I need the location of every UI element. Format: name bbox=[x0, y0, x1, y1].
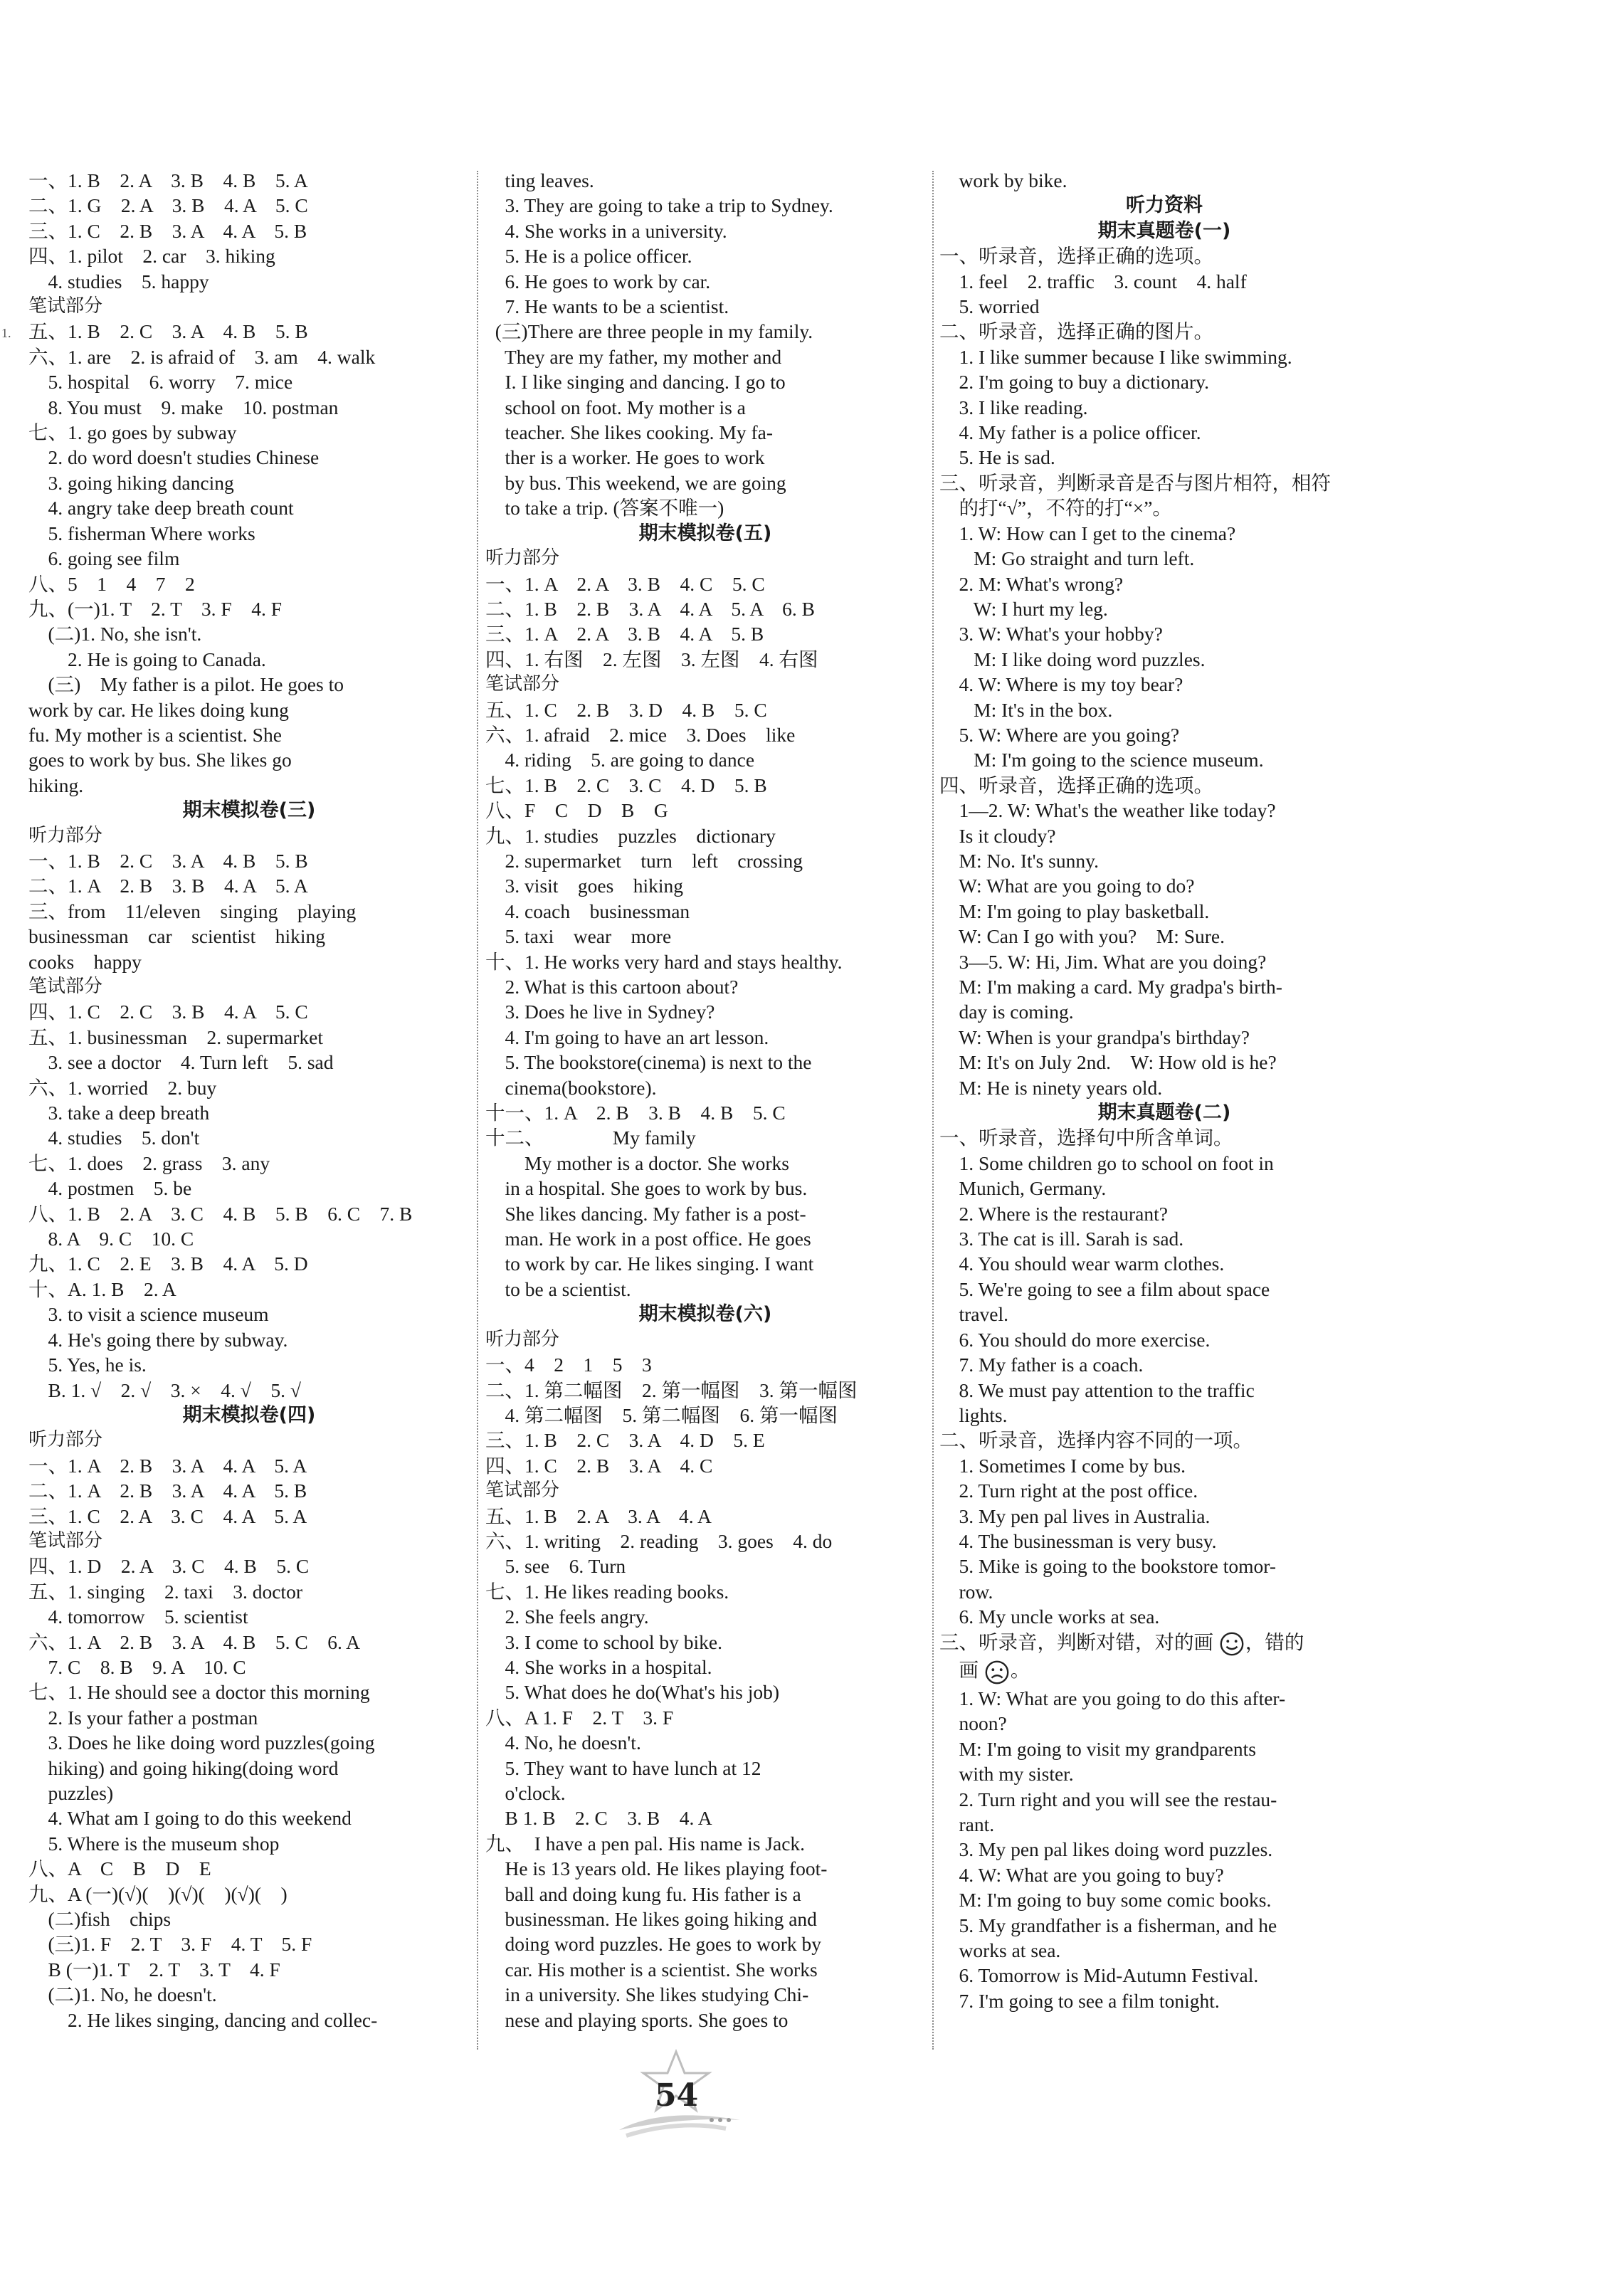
answer-line: 2. do word doesn't studies Chinese bbox=[28, 446, 320, 469]
answer-line: 3. My pen pal lives in Australia. bbox=[939, 1504, 1211, 1527]
answer-line: (三)1. F 2. T 3. F 4. T 5. F bbox=[28, 1933, 312, 1956]
answer-line: W: What are you going to do? bbox=[939, 875, 1195, 897]
answer-line: 4. tomorrow 5. scientist bbox=[28, 1606, 248, 1628]
answer-line: 4. postmen 5. be bbox=[28, 1177, 192, 1200]
answer-line: 5. He is sad. bbox=[939, 446, 1055, 469]
answer-line: 7. He wants to be a scientist. bbox=[485, 295, 729, 318]
answer-line: M: I'm going to the science museum. bbox=[939, 749, 1264, 771]
answer-line: 6. Tomorrow is Mid-Autumn Festival. bbox=[939, 1964, 1259, 1987]
answer-line: 3—5. W: Hi, Jim. What are you doing? bbox=[939, 950, 1267, 973]
answer-line: day is coming. bbox=[939, 1001, 1074, 1023]
answer-line: W: I hurt my leg. bbox=[939, 597, 1108, 620]
answer-line: 六、1. worried 2. buy bbox=[28, 1076, 217, 1099]
answer-line: 4. 第二幅图 5. 第二幅图 6. 第一幅图 bbox=[485, 1403, 838, 1426]
answer-line: 3. They are going to take a trip to Sydney. bbox=[485, 194, 833, 217]
answer-line: 六、1. are 2. is afraid of 3. am 4. walk bbox=[28, 345, 376, 368]
answer-line: 1. W: How can I get to the cinema? bbox=[939, 522, 1236, 544]
answer-line: 五、1. C 2. B 3. D 4. B 5. C bbox=[485, 698, 767, 721]
answer-line: 8. We must pay attention to the traffic bbox=[939, 1378, 1255, 1401]
answer-line: 4. You should wear warm clothes. bbox=[939, 1253, 1225, 1275]
answer-line: M: I like doing word puzzles. bbox=[939, 648, 1206, 670]
answer-line: 4. angry take deep breath count bbox=[28, 497, 294, 520]
column-divider-right bbox=[932, 171, 934, 2050]
answer-line: 3. take a deep breath bbox=[28, 1102, 210, 1124]
answer-line: 四、听录音，选择正确的选项。 bbox=[939, 774, 1213, 796]
answer-line: 八、A 1. F 2. T 3. F bbox=[485, 1706, 674, 1729]
answer-line: 七、1. He likes reading books. bbox=[485, 1580, 729, 1603]
smile-face-icon bbox=[1218, 1630, 1245, 1657]
answer-line: 6. going see film bbox=[28, 547, 180, 570]
answer-line: ther is a worker. He goes to work bbox=[485, 446, 765, 469]
answer-line: 八、F C D B G bbox=[485, 799, 668, 822]
answer-line: car. His mother is a scientist. She works bbox=[485, 1958, 818, 1981]
answer-line: 5. They want to have lunch at 12 bbox=[485, 1756, 761, 1779]
answer-line: 三、听录音，判断对错，对的画 ，错的 bbox=[939, 1630, 1389, 1658]
answer-line: rant. bbox=[939, 1813, 995, 1835]
answer-line: 2. What is this cartoon about? bbox=[485, 976, 739, 998]
answer-line: 三、1. C 2. A 3. C 4. A 5. A bbox=[28, 1504, 307, 1527]
answer-line: 九、1. C 2. E 3. B 4. A 5. D bbox=[28, 1253, 308, 1275]
answer-line: 五、1. B 2. C 3. A 4. B 5. B bbox=[28, 320, 308, 343]
answer-line: 3. Does he like doing word puzzles(going bbox=[28, 1731, 375, 1754]
answer-line: ting leaves. bbox=[485, 169, 594, 191]
answer-line: cooks happy bbox=[28, 950, 142, 973]
answer-line: 七、1. He should see a doctor this morning bbox=[28, 1681, 370, 1704]
answer-line: 一、1. B 2. A 3. B 4. B 5. A bbox=[28, 169, 308, 191]
answer-line: 3. My pen pal likes doing word puzzles. bbox=[939, 1838, 1273, 1861]
answer-line: 一、听录音，选择句中所含单词。 bbox=[939, 1127, 1233, 1149]
answer-line: ball and doing kung fu. His father is a bbox=[485, 1882, 801, 1905]
answer-line: nese and playing sports. She goes to bbox=[485, 2008, 789, 2031]
answer-line: 4. No, he doesn't. bbox=[485, 1731, 641, 1754]
answer-line: M: I'm making a card. My gradpa's birth- bbox=[939, 976, 1282, 998]
answer-line: 2. I'm going to buy a dictionary. bbox=[939, 371, 1209, 394]
section-subtitle: 听力部分 bbox=[485, 547, 560, 569]
answer-line: 2. Turn right at the post office. bbox=[939, 1480, 1198, 1502]
answer-line: M: No. It's sunny. bbox=[939, 849, 1099, 872]
answer-line: (三) My father is a pilot. He goes to bbox=[28, 673, 344, 696]
answer-line: My mother is a doctor. She works bbox=[485, 1151, 789, 1174]
answer-line: 九、1. studies puzzles dictionary bbox=[485, 824, 776, 847]
answer-line: to take a trip. (答案不唯一) bbox=[485, 497, 724, 520]
answer-line: 3. W: What's your hobby? bbox=[939, 623, 1163, 645]
answer-column-3 bbox=[939, 168, 1389, 2013]
answer-line: M: I'm going to visit my grandparents bbox=[939, 1737, 1256, 1760]
answer-line: 4. studies 5. happy bbox=[28, 270, 209, 292]
answer-column-2 bbox=[485, 168, 925, 2032]
answer-line: noon? bbox=[939, 1712, 1007, 1735]
answer-line: M: It's in the box. bbox=[939, 698, 1113, 721]
answer-line: 3. to visit a science museum bbox=[28, 1303, 269, 1326]
answer-line: She likes dancing. My father is a post- bbox=[485, 1202, 806, 1225]
answer-line: 2. Is your father a postman bbox=[28, 1706, 258, 1729]
answer-line: 二、1. 第二幅图 2. 第一幅图 3. 第一幅图 bbox=[485, 1378, 858, 1401]
answer-line: 六、1. A 2. B 3. A 4. B 5. C 6. A bbox=[28, 1630, 361, 1653]
answer-line: 二、1. G 2. A 3. B 4. A 5. C bbox=[28, 194, 308, 217]
section-title: 期末模拟卷(六) bbox=[638, 1303, 772, 1326]
answer-line: 2. He likes singing, dancing and collec- bbox=[28, 2008, 378, 2031]
answer-line: 4. He's going there by subway. bbox=[28, 1328, 288, 1351]
section-subtitle: 听力部分 bbox=[28, 824, 103, 846]
answer-line: He is 13 years old. He likes playing foot- bbox=[485, 1857, 828, 1880]
answer-line: 5. Mike is going to the bookstore tomor- bbox=[939, 1555, 1277, 1578]
answer-line: 2. Where is the restaurant? bbox=[939, 1202, 1168, 1225]
answer-line: works at sea. bbox=[939, 1939, 1061, 1961]
answer-line: 4. W: Where is my toy bear? bbox=[939, 673, 1183, 696]
answer-line: 的打“√”，不符的打“×”。 bbox=[939, 497, 1172, 520]
answer-line: work by car. He likes doing kung bbox=[28, 698, 289, 721]
answer-line: 九、 I have a pen pal. His name is Jack. bbox=[485, 1832, 806, 1855]
answer-line: 九、A (一)(√)( )(√)( )(√)( ) bbox=[28, 1882, 288, 1905]
answer-line: 6. You should do more exercise. bbox=[939, 1328, 1211, 1351]
answer-line: businessman. He likes going hiking and bbox=[485, 1908, 817, 1931]
answer-line: 5. see 6. Turn bbox=[485, 1555, 626, 1578]
answer-line: 八、5 1 4 7 2 bbox=[28, 572, 195, 595]
answer-line: 1. I like summer because I like swimming. bbox=[939, 345, 1292, 368]
answer-line: W: When is your grandpa's birthday? bbox=[939, 1025, 1250, 1048]
answer-line: 十、1. He works very hard and stays healthy. bbox=[485, 950, 843, 973]
answer-line: 4. What am I going to do this weekend bbox=[28, 1807, 352, 1830]
answer-line: 4. The businessman is very busy. bbox=[939, 1529, 1217, 1552]
answer-line: o'clock. bbox=[485, 1782, 566, 1804]
answer-line: 3. The cat is ill. Sarah is sad. bbox=[939, 1228, 1184, 1250]
answer-line: 5. He is a police officer. bbox=[485, 245, 692, 268]
answer-line: with my sister. bbox=[939, 1763, 1074, 1786]
answer-line: 2. He is going to Canada. bbox=[28, 648, 266, 670]
answer-line: 四、1. D 2. A 3. C 4. B 5. C bbox=[28, 1555, 310, 1578]
answer-line: 一、1. A 2. A 3. B 4. C 5. C bbox=[485, 572, 765, 595]
answer-line: 十一、1. A 2. B 3. B 4. B 5. C bbox=[485, 1102, 786, 1124]
answer-line: goes to work by bus. She likes go bbox=[28, 749, 292, 771]
answer-line: 二、1. B 2. B 3. A 4. A 5. A 6. B bbox=[485, 597, 816, 620]
answer-line: 6. He goes to work by car. bbox=[485, 270, 711, 292]
answer-line: 5. We're going to see a film about space bbox=[939, 1277, 1270, 1300]
answer-line: I. I like singing and dancing. I go to bbox=[485, 371, 786, 394]
answer-line: 3. I come to school by bike. bbox=[485, 1630, 722, 1653]
answer-line: 一、听录音，选择正确的选项。 bbox=[939, 245, 1213, 268]
answer-line: 5. My grandfather is a fisherman, and he bbox=[939, 1914, 1277, 1936]
section-subtitle: 听力部分 bbox=[485, 1328, 560, 1350]
answer-line: 5. hospital 6. worry 7. mice bbox=[28, 371, 293, 394]
section-subtitle: 笔试部分 bbox=[28, 1529, 103, 1551]
answer-line: 五、1. businessman 2. supermarket bbox=[28, 1025, 323, 1048]
answer-line: 7. I'm going to see a film tonight. bbox=[939, 1989, 1220, 2012]
answer-line: row. bbox=[939, 1580, 993, 1603]
answer-line: 2. supermarket turn left crossing bbox=[485, 849, 803, 872]
answer-line: puzzles) bbox=[28, 1782, 114, 1804]
answer-line: 三、1. A 2. A 3. B 4. A 5. B bbox=[485, 623, 764, 645]
answer-line: 1. W: What are you going to do this after- bbox=[939, 1687, 1286, 1709]
answer-line: 6. My uncle works at sea. bbox=[939, 1606, 1160, 1628]
answer-line: 5. fisherman Where works bbox=[28, 522, 255, 544]
answer-line: Munich, Germany. bbox=[939, 1177, 1107, 1200]
answer-line: 2. She feels angry. bbox=[485, 1606, 649, 1628]
section-title: 期末模拟卷(三) bbox=[182, 799, 316, 822]
answer-line: (二)1. No, she isn't. bbox=[28, 623, 202, 645]
answer-line: 1—2. W: What's the weather like today? bbox=[939, 799, 1276, 822]
column-divider-left bbox=[477, 171, 478, 2050]
answer-line: 二、1. A 2. B 3. A 4. A 5. B bbox=[28, 1480, 307, 1502]
section-title: 听力资料 bbox=[1126, 194, 1203, 217]
answer-line: 1. Sometimes I come by bus. bbox=[939, 1454, 1186, 1477]
answer-line: 一、4 2 1 5 3 bbox=[485, 1354, 652, 1376]
answer-line: 八、1. B 2. A 3. C 4. B 5. B 6. C 7. B bbox=[28, 1202, 413, 1225]
answer-line: B 1. B 2. C 3. B 4. A bbox=[485, 1807, 712, 1830]
answer-line: 六、1. writing 2. reading 3. goes 4. do bbox=[485, 1529, 833, 1552]
answer-line: 4. coach businessman bbox=[485, 900, 690, 922]
answer-line: 7. My father is a coach. bbox=[939, 1354, 1144, 1376]
answer-line: lights. bbox=[939, 1403, 1008, 1426]
answer-line: (二)fish chips bbox=[28, 1908, 172, 1931]
answer-line: 5. taxi wear more bbox=[485, 925, 672, 948]
answer-line: 7. C 8. B 9. A 10. C bbox=[28, 1655, 246, 1678]
answer-line: work by bike. bbox=[939, 169, 1067, 191]
answer-line: 2. Turn right and you will see the restau- bbox=[939, 1788, 1277, 1810]
answer-line: 四、1. C 2. C 3. B 4. A 5. C bbox=[28, 1001, 308, 1023]
answer-line: 三、from 11/eleven singing playing bbox=[28, 900, 357, 922]
answer-line: hiking) and going hiking(doing word bbox=[28, 1756, 339, 1779]
binding-hole-mark: 1. bbox=[1, 326, 11, 340]
answer-line: 一、1. A 2. B 3. A 4. A 5. A bbox=[28, 1454, 307, 1477]
answer-line: 二、听录音，选择内容不同的一项。 bbox=[939, 1429, 1253, 1452]
answer-line: 七、1. does 2. grass 3. any bbox=[28, 1151, 270, 1174]
section-title: 期末真题卷(一) bbox=[1097, 219, 1231, 242]
answer-line: 十、A. 1. B 2. A bbox=[28, 1277, 176, 1300]
answer-line: 8. You must 9. make 10. postman bbox=[28, 396, 339, 418]
answer-line: 1. Some children go to school on foot in bbox=[939, 1151, 1274, 1174]
answer-line: 5. Where is the museum shop bbox=[28, 1832, 280, 1855]
answer-line: M: I'm going to buy some comic books. bbox=[939, 1889, 1272, 1912]
answer-line: 四、1. 右图 2. 左图 3. 左图 4. 右图 bbox=[485, 648, 818, 670]
section-title: 期末模拟卷(五) bbox=[638, 522, 772, 544]
answer-line: in a hospital. She goes to work by bus. bbox=[485, 1177, 808, 1200]
answer-line: to work by car. He likes singing. I want bbox=[485, 1253, 814, 1275]
answer-line: teacher. She likes cooking. My fa- bbox=[485, 421, 773, 444]
answer-line: 3. I like reading. bbox=[939, 396, 1088, 418]
section-subtitle: 听力部分 bbox=[28, 1429, 103, 1451]
answer-line: 3. going hiking dancing bbox=[28, 471, 234, 494]
sad-face-icon bbox=[984, 1659, 1011, 1686]
answer-line: B. 1. √ 2. √ 3. × 4. √ 5. √ bbox=[28, 1378, 301, 1401]
answer-line: They are my father, my mother and bbox=[485, 345, 782, 368]
answer-line: 3. Does he live in Sydney? bbox=[485, 1001, 715, 1023]
answer-line: 七、1. B 2. C 3. C 4. D 5. B bbox=[485, 774, 767, 796]
answer-line: 九、(一)1. T 2. T 3. F 4. F bbox=[28, 597, 283, 620]
answer-line: (二)1. No, he doesn't. bbox=[28, 1983, 217, 2006]
answer-line: 三、1. B 2. C 3. A 4. D 5. E bbox=[485, 1429, 765, 1452]
answer-line: 4. My father is a police officer. bbox=[939, 421, 1201, 444]
answer-line: 八、A C B D E bbox=[28, 1857, 211, 1880]
answer-line: 六、1. afraid 2. mice 3. Does like bbox=[485, 723, 796, 746]
answer-line: 五、1. singing 2. taxi 3. doctor bbox=[28, 1580, 302, 1603]
section-title: 期末真题卷(二) bbox=[1097, 1102, 1231, 1124]
answer-line: 四、1. pilot 2. car 3. hiking bbox=[28, 245, 275, 268]
answer-line: 十二、 My family bbox=[485, 1127, 696, 1149]
answer-line: M: Go straight and turn left. bbox=[939, 547, 1195, 570]
answer-line: school on foot. My mother is a bbox=[485, 396, 746, 418]
answer-line: 3. see a doctor 4. Turn left 5. sad bbox=[28, 1051, 334, 1074]
answer-line: 4. W: What are you going to buy? bbox=[939, 1863, 1224, 1886]
section-subtitle: 笔试部分 bbox=[485, 1480, 560, 1502]
answer-line: 画 。 bbox=[939, 1657, 1389, 1686]
answer-line: 七、1. go goes by subway bbox=[28, 421, 237, 444]
answer-line: 4. riding 5. are going to dance bbox=[485, 749, 755, 771]
answer-line: 一、1. B 2. C 3. A 4. B 5. B bbox=[28, 849, 308, 872]
answer-line: 三、听录音，判断录音是否与图片相符，相符 bbox=[939, 471, 1331, 494]
answer-line: in a university. She likes studying Chi- bbox=[485, 1983, 809, 2006]
answer-line: 5. worried bbox=[939, 295, 1040, 318]
answer-column-1 bbox=[28, 168, 470, 2032]
answer-line: 5. Yes, he is. bbox=[28, 1354, 147, 1376]
answer-line: 5. The bookstore(cinema) is next to the bbox=[485, 1051, 812, 1074]
answer-line: 4. I'm going to have an art lesson. bbox=[485, 1025, 769, 1048]
answer-line: 五、1. B 2. A 3. A 4. A bbox=[485, 1504, 712, 1527]
answer-line: M: I'm going to play basketball. bbox=[939, 900, 1210, 922]
answer-line: 二、听录音，选择正确的图片。 bbox=[939, 320, 1213, 343]
answer-line: (三)There are three people in my family. bbox=[485, 320, 813, 343]
answer-line: 8. A 9. C 10. C bbox=[28, 1228, 194, 1250]
answer-line: fu. My mother is a scientist. She bbox=[28, 723, 282, 746]
answer-line: 5. W: Where are you going? bbox=[939, 723, 1180, 746]
answer-line: M: It's on July 2nd. W: How old is he? bbox=[939, 1051, 1277, 1074]
answer-line: 2. M: What's wrong? bbox=[939, 572, 1124, 595]
answer-line: 二、1. A 2. B 3. B 4. A 5. A bbox=[28, 875, 308, 897]
section-title: 期末模拟卷(四) bbox=[182, 1403, 316, 1426]
section-subtitle: 笔试部分 bbox=[28, 976, 103, 997]
section-subtitle: 笔试部分 bbox=[28, 295, 103, 317]
answer-line: 5. What does he do(What's his job) bbox=[485, 1681, 780, 1704]
answer-line: 四、1. C 2. B 3. A 4. C bbox=[485, 1454, 713, 1477]
answer-line: to be a scientist. bbox=[485, 1277, 631, 1300]
section-subtitle: 笔试部分 bbox=[485, 673, 560, 695]
answer-line: travel. bbox=[939, 1303, 1008, 1326]
page-number: 54 bbox=[655, 2077, 699, 2114]
answer-line: W: Can I go with you? M: Sure. bbox=[939, 925, 1225, 948]
answer-line: by bus. This weekend, we are going bbox=[485, 471, 786, 494]
answer-line: 3. visit goes hiking bbox=[485, 875, 684, 897]
answer-line: businessman car scientist hiking bbox=[28, 925, 326, 948]
answer-line: 4. studies 5. don't bbox=[28, 1127, 200, 1149]
answer-line: 4. She works in a university. bbox=[485, 219, 727, 242]
answer-line: Is it cloudy? bbox=[939, 824, 1056, 847]
answer-line: 三、1. C 2. B 3. A 4. A 5. B bbox=[28, 219, 307, 242]
answer-line: hiking. bbox=[28, 774, 84, 796]
answer-line: doing word puzzles. He goes to work by bbox=[485, 1933, 821, 1956]
answer-line: 4. She works in a hospital. bbox=[485, 1655, 712, 1678]
answer-line: cinema(bookstore). bbox=[485, 1076, 657, 1099]
answer-line: B (一)1. T 2. T 3. T 4. F bbox=[28, 1958, 280, 1981]
answer-line: man. He work in a post office. He goes bbox=[485, 1228, 811, 1250]
answer-line: M: He is ninety years old. bbox=[939, 1076, 1163, 1099]
answer-line: 1. feel 2. traffic 3. count 4. half bbox=[939, 270, 1247, 292]
page-number-badge bbox=[605, 2046, 747, 2146]
